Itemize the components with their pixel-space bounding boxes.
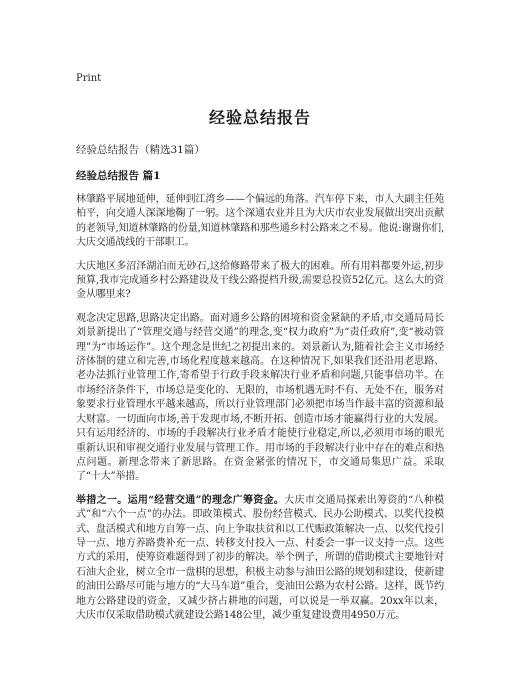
print-link[interactable]: Print [76,73,102,84]
document-subtitle: 经验总结报告（精选31篇） [76,144,205,156]
paragraph-2: 大庆地区多沼泽湖泊而无砂石,这给修路带来了极大的困难。所有用料都要外运,初步预算,我市完成通乡村公路建设及干线公路提档升级,需要总投资52亿元。这么大的资金从哪里来? [76,260,444,301]
paragraph-3: 观念决定思路,思路决定出路。面对通乡公路的困境和资金紧缺的矛盾,市交通局局长刘景新提出了“管理交通与经营交通”的理念,变“权力政府”为“责任政府”,变“被动管理”为“市场运作”。这个理念是世纪之初提出来的。刘景新认为,随着社会主义市场经济体制的建立和完善,市场化程度越来越高。在这种情况下,如果我们还沿用老思路、老办法抓行业管理工作,寄希望于行政手段来解决行业矛盾和问题,只能事倍功半。在市场经济条件下，市场总是变化的、无限的，市场机遇无时不有、无处不在，服务对象要求行业管理水平越来越高，所以行业管理部门必须把市场当作最丰富的资源和最大财富。一切面向市场,善于发现市场,不断开拓、创造市场才能赢得行业的大发展。只有运用经济的、市场的手段解决行业矛盾才能使行业稳定,所以,必须用市场的眼光重新认识和审视交通行业发展与管理工作。用市场的手段解决行业中存在的难点和热点问题。新理念带来了新思路。在资金紧张的情况下，市交通局集思广益。采取了“十大”举措。 [76,312,444,483]
paragraph-4-body: 大庆市交通局探索出筹资的“八种模式”和“六个一点”的办法。即政策模式、股份经营模式、民办公助模式、以奖代投模式、盘活模式和地方自筹一点、向上争取扶贫和以工代赈政策解决一点、以奖代投引导一点、地方养路费补充一点、转移支付投入一点、村委会一事一议支持一点。这些方式的采用，使筹资难题得到了初步的解决。举个例子，所谓的借助模式主要地针对石油大企业，树立全市一盘棋的思想，积极主动参与油田公路的规划和建设，使新建的油田公路尽可能与地方的“大马车道”重合，变油田公路为农村公路。这样，既节约地方公路建设的资金，又减少挤占耕地的问题，可以说是一举双赢。20xx年以来，大庆市仅采取借助模式就建设公路148公里，减少重复建设费用4950万元。 [76,494,444,621]
paragraph-4-lead: 举措之一。运用“经营交通”的理念广筹资金。 [76,494,285,506]
paragraph-1: 林肇路平展地延伸，延伸到江湾乡——个偏远的角落。汽车停下来，市人大副主任苑柏平，向交通人深深地鞠了一躬。这个深通农业并且为大庆市农业发展做出突出贡献的老领导,知道林肇路的份量,知道林肇路和那些通乡村公路来之不易。他说:谢谢你们,大庆交通战线的干部职工。 [76,194,444,249]
document-title: 经验总结报告 [208,108,311,127]
paragraph-4 [76,494,444,624]
section-heading: 经验总结报告 篇1 [76,170,161,182]
